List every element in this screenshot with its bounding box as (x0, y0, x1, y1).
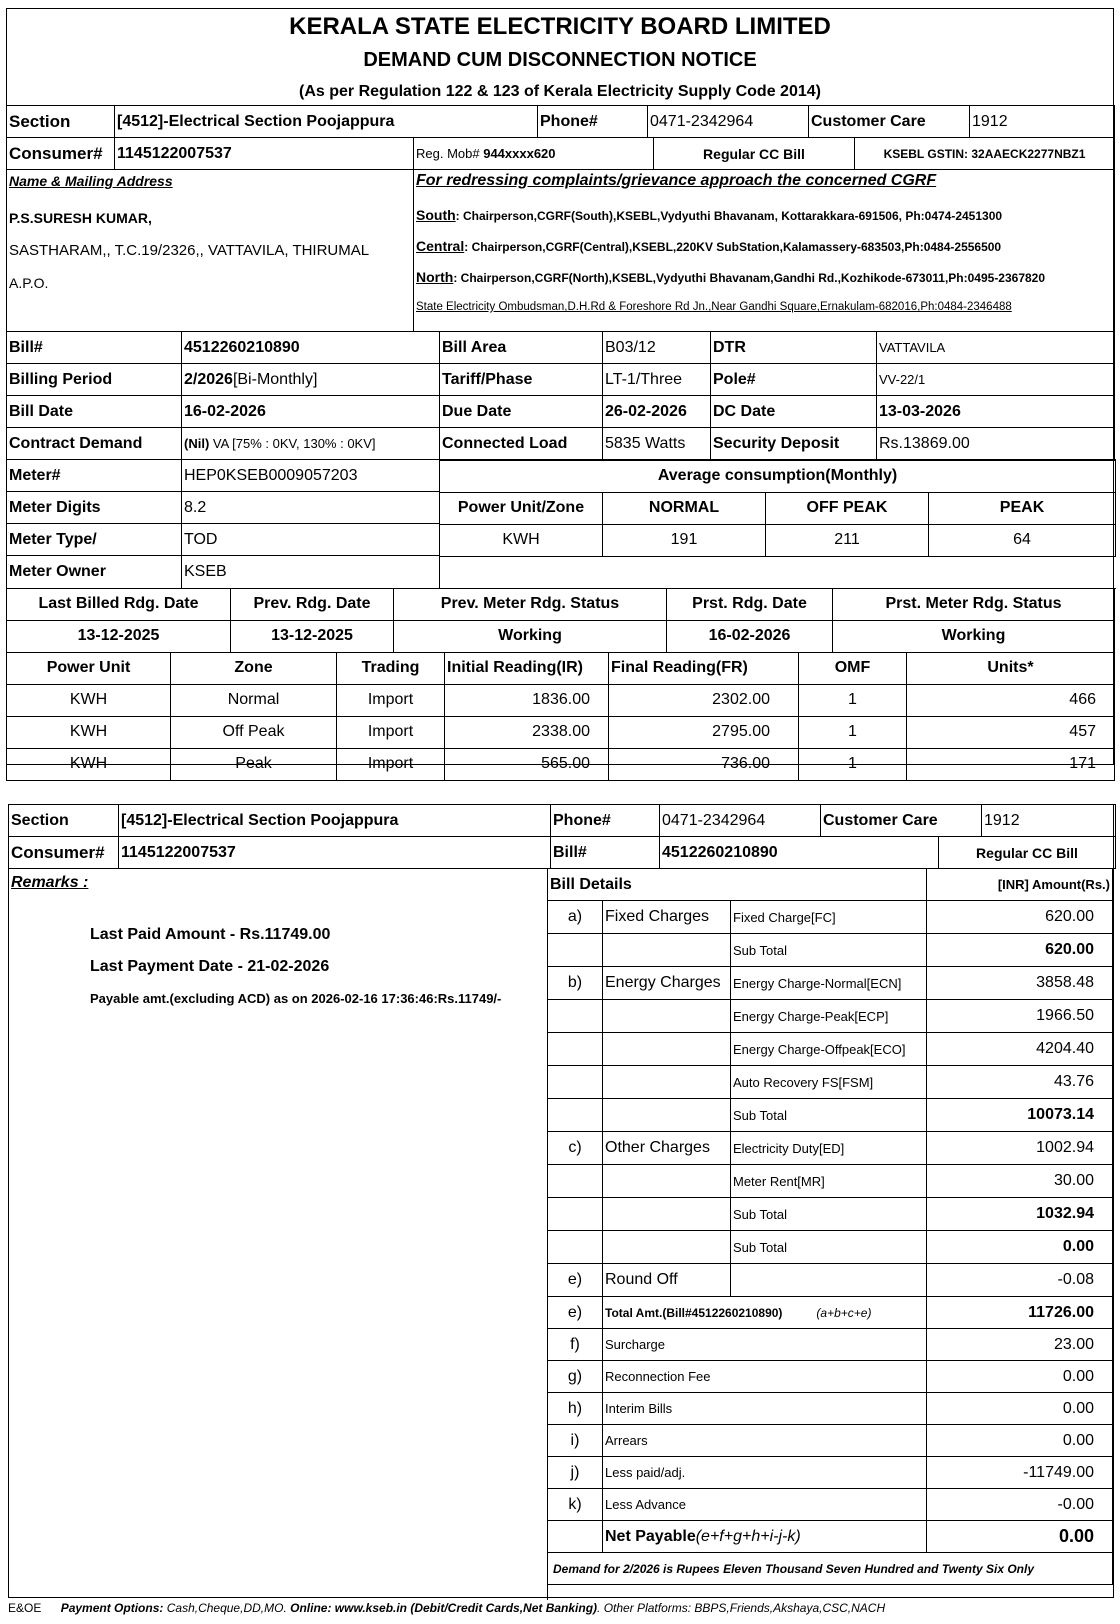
cgrf-north (416, 269, 1112, 285)
last-paid-amount: Last Paid Amount - Rs.11749.00 (90, 926, 331, 943)
detail-group: Fixed Charges (603, 901, 731, 934)
lower-section-table (8, 804, 1116, 837)
lower-consumer-table (8, 836, 1116, 869)
avg-title: Average consumption(Monthly) (440, 460, 1116, 492)
detail-amount: 620.00 (927, 901, 1113, 934)
rd-initial: 2338.00 (445, 716, 609, 748)
notice-title: DEMAND CUM DISCONNECTION NOTICE (363, 49, 757, 71)
header (7, 9, 1113, 106)
bill-date-label: Bill Date (7, 396, 182, 428)
bill-details-bottom (547, 1296, 1113, 1329)
rd-trading: Import (337, 716, 445, 748)
bill-type: Regular CC Bill (654, 138, 855, 170)
rd-omf: 1 (799, 716, 907, 748)
bill-area-label: Bill Area (440, 332, 603, 364)
detail-index (548, 1165, 603, 1198)
cgrf-title: For redressing complaints/grievance approach the concerned CGRF (416, 172, 937, 189)
bill-details-extra (547, 1328, 1113, 1521)
rd-omf: 1 (799, 748, 907, 780)
table-row (7, 748, 1115, 780)
detail-amount: 0.00 (927, 1231, 1113, 1264)
cgrf-central-text: : Chairperson,CGRF(Central),KSEBL,220KV SubStation,Kalamassery-683503,Ph:0484-2556500 (464, 240, 1002, 254)
detail-row (548, 967, 1113, 1000)
detail-row (548, 1457, 1113, 1489)
net-payable-formula: (e+f+g+h+i-j-k) (695, 1527, 801, 1545)
avg-header-zone: Power Unit/Zone (440, 492, 603, 524)
due-date-value: 26-02-2026 (603, 396, 711, 428)
rd-header-initial: Initial Reading(IR) (445, 652, 609, 684)
detail-index (548, 1198, 603, 1231)
payable-note: Payable amt.(excluding ACD) as on 2026-02-16 17:36:46:Rs.11749/- (90, 991, 502, 1006)
cgrf-south-text: : Chairperson,CGRF(South),KSEBL,Vydyuthi Bhavanam, Kottarakkara-691506, Ph:0474-2451300 (455, 209, 1003, 223)
rd-units: 457 (907, 716, 1115, 748)
lower-section-value: [4512]-Electrical Section Poojappura (119, 805, 551, 837)
detail-label: Less Advance (603, 1489, 927, 1521)
avg-spacer (440, 556, 1116, 588)
detail-index: g) (548, 1361, 603, 1393)
prst-date-header: Prst. Rdg. Date (667, 588, 833, 620)
detail-row (548, 1198, 1113, 1231)
detail-group (603, 934, 731, 967)
reg-mobile-label: Reg. Mob# (416, 146, 480, 161)
consumer-label: Consumer# (7, 138, 115, 170)
security-deposit-label: Security Deposit (711, 428, 877, 460)
detail-amount: 23.00 (927, 1329, 1113, 1361)
detail-amount: 1966.50 (927, 1000, 1113, 1033)
meter-digits-label: Meter Digits (7, 492, 182, 524)
reg-mobile-value: 944xxxx620 (483, 146, 556, 161)
avg-unit: KWH (440, 524, 603, 556)
net-payable-label: Net Payable (605, 1527, 696, 1545)
total-amount: 11726.00 (927, 1297, 1113, 1329)
contract-demand (182, 428, 440, 460)
mailing-address (7, 170, 414, 332)
detail-item: Sub Total (731, 1099, 927, 1132)
address-line-1: SASTHARAM,, T.C.19/2326,, VATTAVILA, THIRUMAL (9, 242, 370, 259)
detail-label: Surcharge (603, 1329, 927, 1361)
detail-row (548, 1264, 1113, 1297)
prst-rdg-date: 16-02-2026 (667, 620, 833, 652)
consumer-table (6, 137, 1115, 170)
meter-owner-label: Meter Owner (7, 556, 182, 588)
rd-header-trading: Trading (337, 652, 445, 684)
detail-item: Sub Total (731, 1198, 927, 1231)
bill-number-label: Bill# (7, 332, 182, 364)
tariff-label: Tariff/Phase (440, 364, 603, 396)
lower-bill-number: 4512260210890 (660, 837, 939, 869)
meter-type-value: TOD (182, 524, 440, 556)
rd-header-omf: OMF (799, 652, 907, 684)
meter-digits-value: 8.2 (182, 492, 440, 524)
detail-label: Reconnection Fee (603, 1361, 927, 1393)
prst-rdg-status: Working (833, 620, 1115, 652)
detail-amount: 30.00 (927, 1165, 1113, 1198)
bill-area-value: B03/12 (603, 332, 711, 364)
total-formula: (a+b+c+e) (816, 1305, 872, 1320)
meter-owner-value: KSEB (182, 556, 440, 588)
section-value: [4512]-Electrical Section Poojappura (115, 106, 538, 138)
rd-unit: KWH (7, 684, 171, 716)
net-payable-table (547, 1520, 1113, 1585)
detail-row (548, 1393, 1113, 1425)
detail-index: i) (548, 1425, 603, 1457)
footer (8, 1601, 885, 1615)
detail-group (603, 1231, 731, 1264)
detail-group (603, 1198, 731, 1231)
detail-amount: 1032.94 (927, 1198, 1113, 1231)
rd-header-final: Final Reading(FR) (609, 652, 799, 684)
dtr-value: VATTAVILA (877, 332, 1115, 364)
lower-bill-label: Bill# (551, 837, 660, 869)
rd-zone: Peak (171, 748, 337, 780)
detail-index: a) (548, 901, 603, 934)
meter-number-value: HEP0KSEB0009057203 (182, 460, 440, 492)
total-index: e) (548, 1297, 603, 1329)
detail-item: Sub Total (731, 1231, 927, 1264)
bill-lower (8, 804, 1114, 1598)
bill-info-table (6, 331, 1115, 460)
detail-row (548, 1231, 1113, 1264)
reading-dates-table (6, 588, 1115, 653)
detail-row (548, 1165, 1113, 1198)
detail-index: f) (548, 1329, 603, 1361)
detail-amount: -11749.00 (927, 1457, 1113, 1489)
dc-date-value: 13-03-2026 (877, 396, 1115, 428)
rd-zone: Normal (171, 684, 337, 716)
detail-index: b) (548, 967, 603, 1000)
contract-demand-label: Contract Demand (7, 428, 182, 460)
bill-details-panel (548, 868, 1113, 1600)
rd-unit: KWH (7, 716, 171, 748)
detail-label: Arrears (603, 1425, 927, 1457)
bill-upper (6, 8, 1114, 772)
pole-value: VV-22/1 (877, 364, 1115, 396)
detail-group: Other Charges (603, 1132, 731, 1165)
payment-options: Cash,Cheque,DD,MO. (163, 1601, 291, 1615)
meter-readings-table (6, 652, 1115, 781)
rd-omf: 1 (799, 684, 907, 716)
detail-row (548, 934, 1113, 967)
company-title: KERALA STATE ELECTRICITY BOARD LIMITED (289, 13, 831, 40)
connected-load-label: Connected Load (440, 428, 603, 460)
detail-row (548, 1489, 1113, 1521)
detail-row (548, 1033, 1113, 1066)
total-label-cell (603, 1297, 927, 1329)
phone-value: 0471-2342964 (648, 106, 809, 138)
detail-index (548, 1000, 603, 1033)
lower-consumer-label: Consumer# (9, 837, 119, 869)
avg-normal: 191 (603, 524, 766, 556)
last-billed-date: 13-12-2025 (7, 620, 231, 652)
detail-amount: 0.00 (927, 1393, 1113, 1425)
detail-item (731, 1264, 927, 1297)
net-payable-label-cell (603, 1521, 927, 1553)
bill-details-table (547, 868, 1113, 1297)
rd-initial: 565.00 (445, 748, 609, 780)
customer-name: P.S.SURESH KUMAR, (9, 210, 152, 226)
lower-section-label: Section (9, 805, 119, 837)
detail-label: Less paid/adj. (603, 1457, 927, 1489)
lower-phone-value: 0471-2342964 (660, 805, 821, 837)
meter-avg-row (6, 459, 1114, 589)
bill-number-value: 4512260210890 (182, 332, 440, 364)
detail-group: Round Off (603, 1264, 731, 1297)
online-payment: Online: www.kseb.in (Debit/Credit Cards,Net Banking) (290, 1601, 598, 1615)
detail-row (548, 901, 1113, 934)
cgrf-north-text: : Chairperson,CGRF(North),KSEBL,Vydyuthi Bhavanam,Gandhi Rd.,Kozhikode-673011,Ph:0495-2367820 (453, 271, 1046, 285)
address-line-2: A.P.O. (9, 275, 49, 291)
address-label: Name & Mailing Address (9, 173, 173, 189)
detail-amount: 1002.94 (927, 1132, 1113, 1165)
regulation-note: (As per Regulation 122 & 123 of Kerala Electricity Supply Code 2014) (299, 83, 821, 100)
cgrf-central-label: Central (416, 238, 465, 254)
rd-header-unit: Power Unit (7, 652, 171, 684)
detail-index (548, 1066, 603, 1099)
last-billed-header: Last Billed Rdg. Date (7, 588, 231, 620)
billing-period-suffix: [Bi-Monthly] (232, 370, 318, 388)
detail-group (603, 1165, 731, 1198)
detail-amount: 3858.48 (927, 967, 1113, 1000)
detail-index (548, 1099, 603, 1132)
detail-row (548, 1329, 1113, 1361)
lower-care-value: 1912 (982, 805, 1116, 837)
rd-units: 171 (907, 748, 1115, 780)
meter-table (6, 459, 440, 589)
rd-final: 2795.00 (609, 716, 799, 748)
detail-row (548, 1000, 1113, 1033)
detail-row (548, 1361, 1113, 1393)
section-table (6, 105, 1115, 138)
security-deposit-value: Rs.13869.00 (877, 428, 1115, 460)
dc-date-label: DC Date (711, 396, 877, 428)
avg-header-normal: NORMAL (603, 492, 766, 524)
other-platforms: . Other Platforms: BBPS,Friends,Akshaya,CSC,NACH (597, 1601, 886, 1615)
detail-item: Electricity Duty[ED] (731, 1132, 927, 1165)
detail-amount: 4204.40 (927, 1033, 1113, 1066)
detail-item: Energy Charge-Peak[ECP] (731, 1000, 927, 1033)
ombudsman: State Electricity Ombudsman,D.H.Rd & Foreshore Rd Jn.,Near Gandhi Square,Ernakulam-682016,Ph:0484-2346488 (416, 301, 1012, 313)
remarks-panel (8, 868, 548, 1600)
dtr-label: DTR (711, 332, 877, 364)
detail-item: Meter Rent[MR] (731, 1165, 927, 1198)
payment-options-label: Payment Options: (60, 1601, 164, 1615)
table-row (7, 684, 1115, 716)
detail-group (603, 1000, 731, 1033)
pole-label: Pole# (711, 364, 877, 396)
detail-row (548, 1099, 1113, 1132)
detail-row (548, 1425, 1113, 1457)
section-label: Section (7, 106, 115, 138)
detail-row (548, 1066, 1113, 1099)
amount-header: [INR] Amount(Rs.) (927, 869, 1113, 901)
lower-care-label: Customer Care (821, 805, 982, 837)
rd-final: 2302.00 (609, 684, 799, 716)
detail-item: Auto Recovery FS[FSM] (731, 1066, 927, 1099)
avg-header-offpeak: OFF PEAK (766, 492, 929, 524)
lower-phone-label: Phone# (551, 805, 660, 837)
rd-header-zone: Zone (171, 652, 337, 684)
detail-amount: 10073.14 (927, 1099, 1113, 1132)
table-row (7, 716, 1115, 748)
prst-status-header: Prst. Meter Rdg. Status (833, 588, 1115, 620)
detail-item: Fixed Charge[FC] (731, 901, 927, 934)
due-date-label: Due Date (440, 396, 603, 428)
remarks-label: Remarks : (11, 874, 89, 891)
detail-index (548, 934, 603, 967)
remarks-details-row (8, 868, 1113, 1600)
phone-label: Phone# (538, 106, 648, 138)
cgrf-south-label: South (416, 207, 456, 223)
total-row (548, 1297, 1113, 1329)
detail-item: Energy Charge-Offpeak[ECO] (731, 1033, 927, 1066)
rd-trading: Import (337, 684, 445, 716)
contract-demand-bold: (Nil) (184, 436, 210, 451)
prev-date-header: Prev. Rdg. Date (231, 588, 394, 620)
cgrf-north-label: North (416, 269, 454, 285)
detail-item: Energy Charge-Normal[ECN] (731, 967, 927, 1000)
eoe: E&OE (8, 1601, 42, 1615)
avg-consumption-table (439, 459, 1116, 589)
detail-amount: 0.00 (927, 1425, 1113, 1457)
cgrf-central (416, 238, 1112, 254)
billing-period (182, 364, 440, 396)
tariff-value: LT-1/Three (603, 364, 711, 396)
prev-rdg-status: Working (394, 620, 667, 652)
consumer-number: 1145122007537 (115, 138, 414, 170)
avg-header-peak: PEAK (929, 492, 1116, 524)
rd-header-units: Units* (907, 652, 1115, 684)
detail-amount: 0.00 (927, 1361, 1113, 1393)
gstin: KSEBL GSTIN: 32AAECK2277NBZ1 (855, 138, 1115, 170)
detail-amount: 43.76 (927, 1066, 1113, 1099)
contract-demand-value: VA [75% : 0KV, 130% : 0KV] (209, 436, 376, 451)
connected-load-value: 5835 Watts (603, 428, 711, 460)
detail-amount: 620.00 (927, 934, 1113, 967)
prev-rdg-date: 13-12-2025 (231, 620, 394, 652)
rd-initial: 1836.00 (445, 684, 609, 716)
total-label: Total Amt.(Bill#4512260210890) (605, 1305, 783, 1320)
detail-amount: -0.00 (927, 1489, 1113, 1521)
billing-period-value: 2/2026 (184, 370, 233, 388)
detail-index (548, 1033, 603, 1066)
net-index (548, 1521, 603, 1553)
address-cgrf-table (6, 169, 1115, 332)
lower-consumer-number: 1145122007537 (119, 837, 551, 869)
rd-final: 736.00 (609, 748, 799, 780)
detail-group (603, 1033, 731, 1066)
detail-amount: -0.08 (927, 1264, 1113, 1297)
detail-index: k) (548, 1489, 603, 1521)
detail-row (548, 1132, 1113, 1165)
meter-number-label: Meter# (7, 460, 182, 492)
billing-period-label: Billing Period (7, 364, 182, 396)
cgrf-south (416, 207, 1112, 223)
bill-details-label: Bill Details (548, 869, 927, 901)
detail-index: c) (548, 1132, 603, 1165)
rd-units: 466 (907, 684, 1115, 716)
detail-item: Sub Total (731, 934, 927, 967)
last-payment-date: Last Payment Date - 21-02-2026 (90, 958, 330, 975)
bill-date-value: 16-02-2026 (182, 396, 440, 428)
detail-index: h) (548, 1393, 603, 1425)
avg-offpeak: 211 (766, 524, 929, 556)
cgrf-info (414, 170, 1115, 332)
customer-care-label: Customer Care (809, 106, 970, 138)
detail-index: j) (548, 1457, 603, 1489)
detail-index (548, 1231, 603, 1264)
rd-trading: Import (337, 748, 445, 780)
detail-group (603, 1099, 731, 1132)
demand-in-words: Demand for 2/2026 is Rupees Eleven Thousand Seven Hundred and Twenty Six Only (548, 1553, 1113, 1585)
detail-group (603, 1066, 731, 1099)
detail-label: Interim Bills (603, 1393, 927, 1425)
meter-type-label: Meter Type/ (7, 524, 182, 556)
lower-bill-type: Regular CC Bill (939, 837, 1116, 869)
rd-zone: Off Peak (171, 716, 337, 748)
detail-index: e) (548, 1264, 603, 1297)
reg-mobile (414, 138, 654, 170)
customer-care-value: 1912 (970, 106, 1115, 138)
prev-status-header: Prev. Meter Rdg. Status (394, 588, 667, 620)
net-payable-amount: 0.00 (927, 1521, 1113, 1553)
rd-unit: KWH (7, 748, 171, 780)
detail-group: Energy Charges (603, 967, 731, 1000)
avg-peak: 64 (929, 524, 1116, 556)
